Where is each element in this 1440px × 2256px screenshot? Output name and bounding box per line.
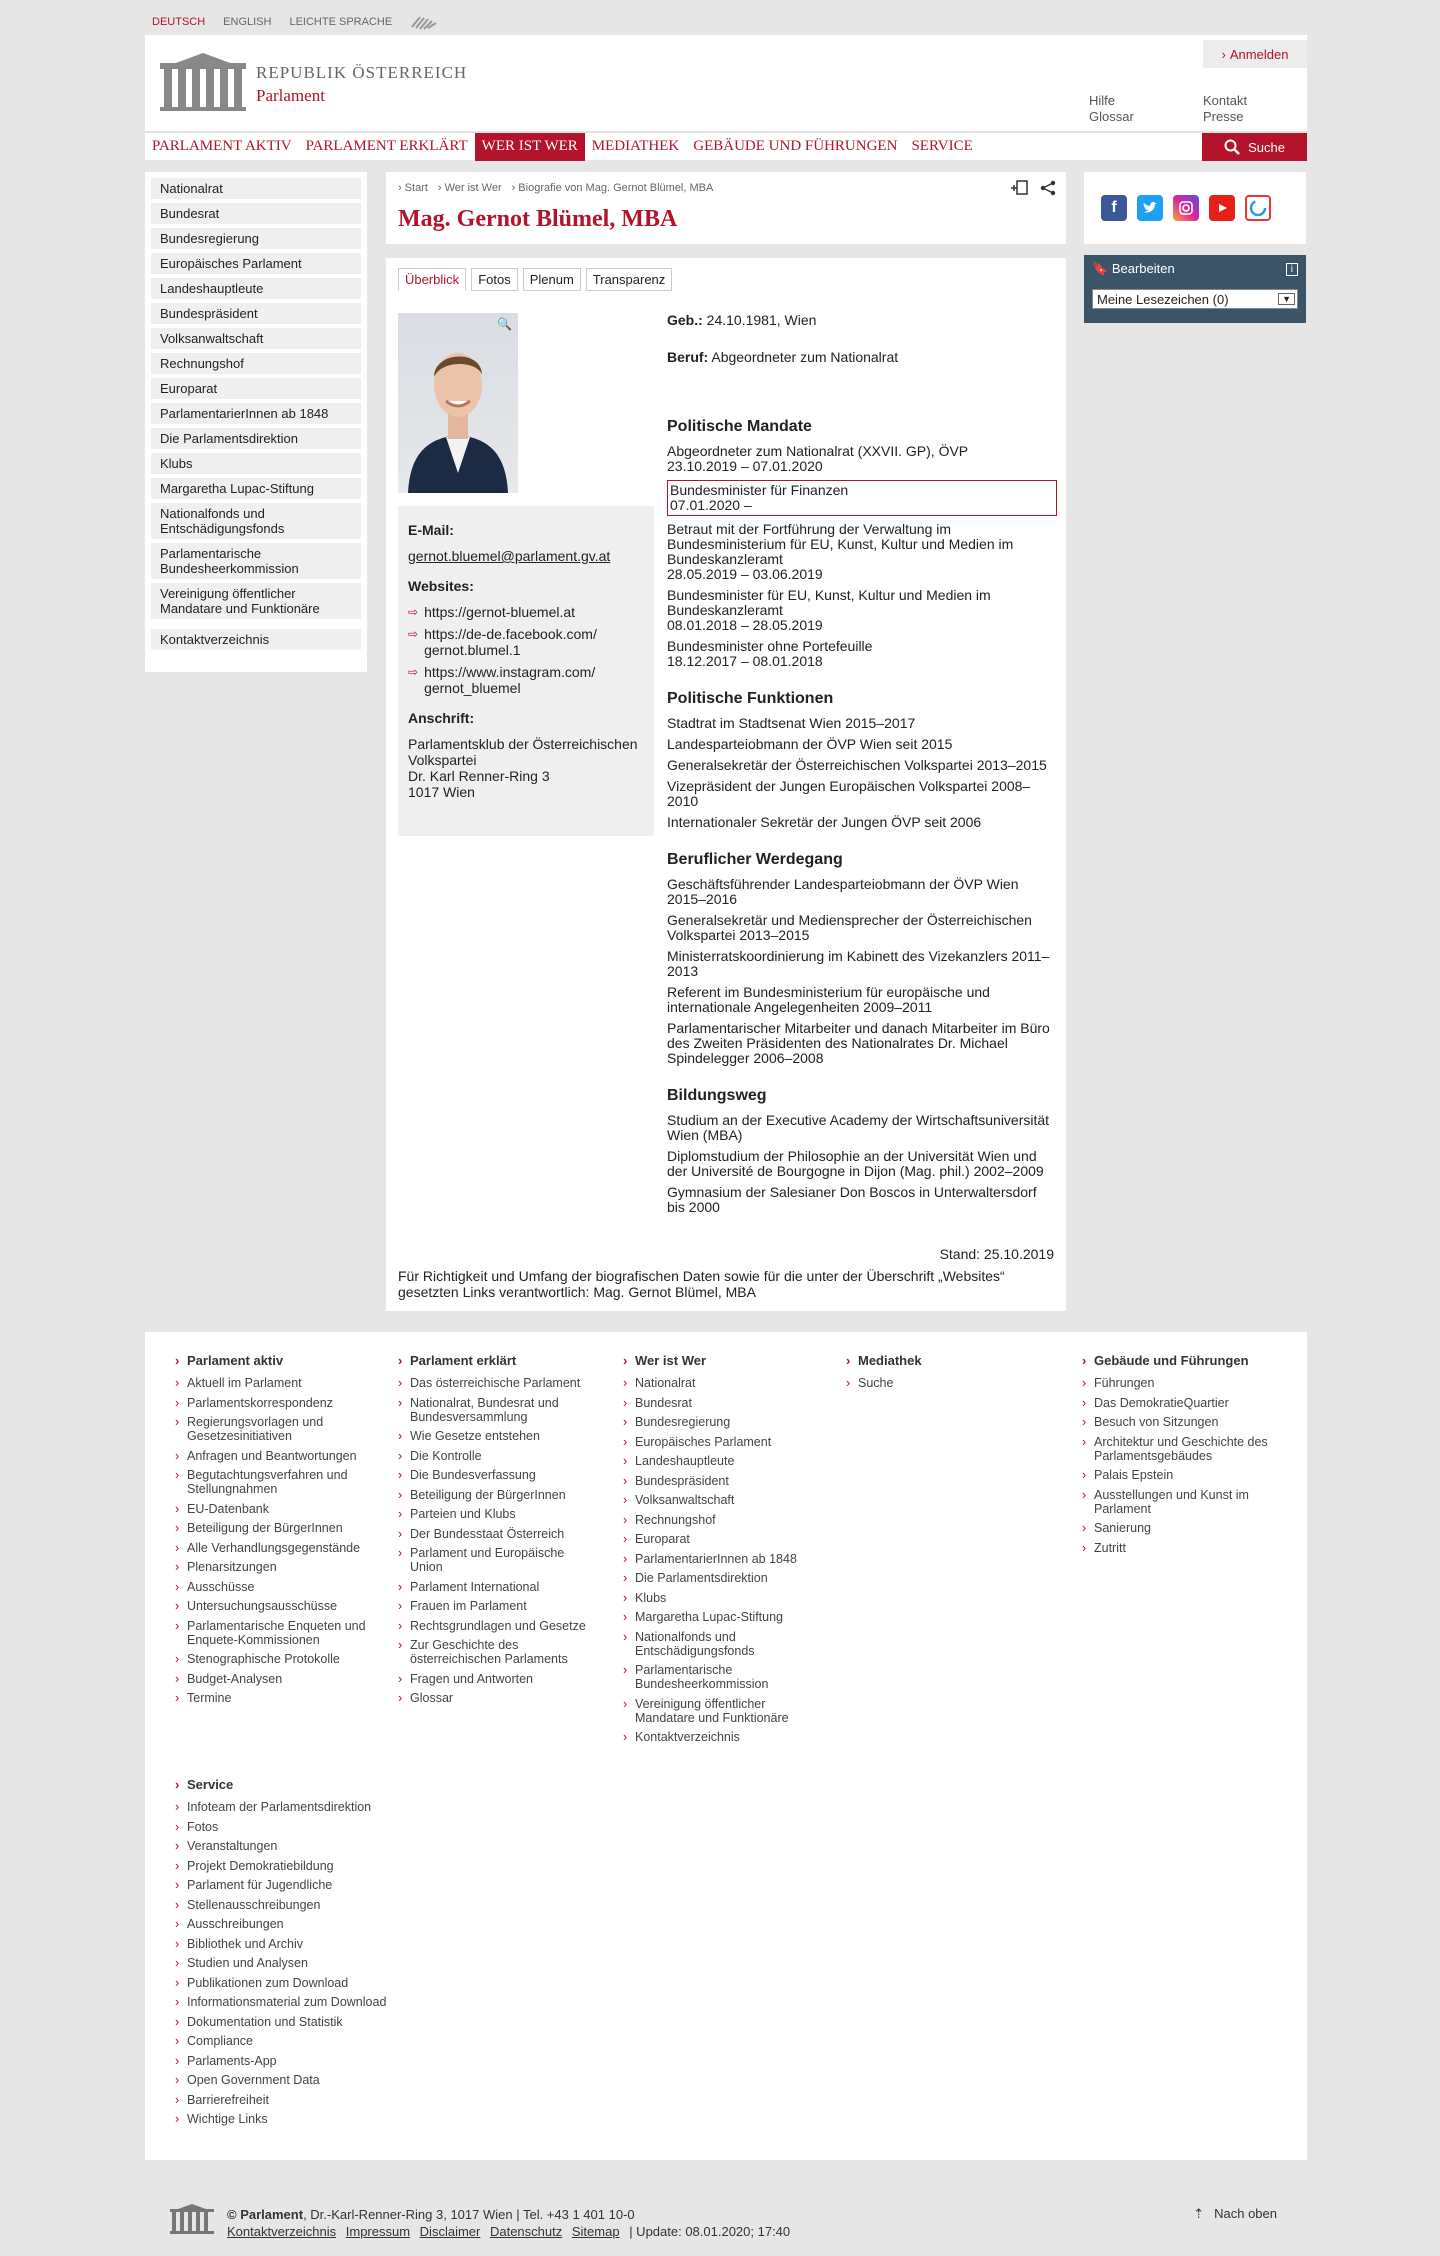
werdegang-title: Beruflicher Werdegang — [667, 851, 843, 868]
lang-leichte-sprache[interactable]: LEICHTE SPRACHE — [289, 16, 393, 28]
language-bar — [152, 13, 438, 31]
footer-link[interactable]: › Sanierung — [1094, 1521, 1274, 1535]
footer-link[interactable]: › Projekt Demokratiebildung — [187, 1859, 427, 1873]
help-link[interactable]: Hilfe — [1089, 93, 1116, 108]
chevron-down-icon: ▼ — [1278, 293, 1295, 305]
parlament-app-icon[interactable] — [1245, 195, 1271, 221]
parlament-logo[interactable] — [160, 53, 467, 111]
lang-english[interactable]: ENGLISH — [223, 16, 272, 28]
sidebar — [145, 172, 367, 672]
parliament-building-icon — [160, 53, 246, 111]
glossary-link[interactable]: Glossar — [1089, 109, 1134, 124]
footer-link[interactable]: › Glossar — [410, 1691, 590, 1705]
bildung-item: Gymnasium der Salesianer Don Boscos in Unterwaltersdorf bis 2000 — [667, 1184, 1037, 1215]
footer-col-title[interactable]: › Parlament erklärt — [410, 1354, 590, 1368]
funktion-item: Internationaler Sekretär der Jungen ÖVP seit 2006 — [667, 814, 982, 830]
parliament-building-icon — [170, 2204, 214, 2234]
footer-link-datenschutz[interactable]: Datenschutz — [489, 2224, 563, 2239]
login-button[interactable]: › Anmelden — [1203, 40, 1307, 68]
footer-link[interactable]: › Infoteam der Parlamentsdirektion — [187, 1800, 427, 1814]
footer-sitemap — [145, 1332, 1307, 2160]
nav-gebaeude[interactable]: GEBÄUDE UND FÜHRUNGEN — [693, 138, 898, 154]
footer-link[interactable]: › Plenarsitzungen — [187, 1560, 377, 1574]
social-links — [1084, 172, 1306, 244]
header-links-left — [1089, 93, 1134, 125]
footer-link-kontaktverzeichnis[interactable]: Kontaktverzeichnis — [227, 2224, 337, 2239]
footer-link[interactable]: › Rechnungshof — [635, 1513, 815, 1527]
birth-info: Geb.: 24.10.1981, Wien — [667, 312, 817, 328]
sign-language-icon[interactable] — [410, 13, 438, 31]
sidebar-item-eu-parlament[interactable]: Europäisches Parlament — [151, 253, 361, 274]
external-link-icon: ⇨ — [408, 605, 419, 619]
footer-link[interactable]: › Ausschreibungen — [187, 1917, 427, 1931]
footer-link[interactable]: › Parlament International — [410, 1580, 590, 1594]
werdegang-item: Parlamentarischer Mitarbeiter und danach Mitarbeiter im Büro des Zweiten Präsidenten des Nationalrates Dr. Michael Spindelegger 2006–2008 — [667, 1020, 1050, 1066]
mandate-item: Bundesminister ohne Portefeuille 18.12.2017 – 08.01.2018 — [667, 638, 873, 669]
funktion-item: Generalsekretär der Österreichischen Volkspartei 2013–2015 — [667, 757, 1047, 773]
email-link[interactable]: gernot.bluemel@parlament.gv.at — [408, 548, 611, 564]
update-info: | Update: 08.01.2020; 17:40 — [629, 2224, 791, 2239]
footer-link[interactable]: › Begutachtungsverfahren und Stellungnahmen — [187, 1468, 377, 1496]
footer-link[interactable]: › Termine — [187, 1691, 377, 1705]
footer-link[interactable]: › ParlamentarierInnen ab 1848 — [635, 1552, 815, 1566]
footer-link[interactable]: › Barrierefreiheit — [187, 2093, 427, 2107]
sidebar-item-parlamentsdirektion[interactable]: Die Parlamentsdirektion — [151, 428, 361, 449]
footer-link[interactable]: › Der Bundesstaat Österreich — [410, 1527, 590, 1541]
sidebar-item-bundespraesident[interactable]: Bundespräsident — [151, 303, 361, 324]
footer-link-impressum[interactable]: Impressum — [345, 2224, 411, 2239]
footer-link[interactable]: › Parteien und Klubs — [410, 1507, 590, 1521]
footer-col-gebaeude — [1094, 1354, 1274, 1560]
nav-parlament-aktiv[interactable]: PARLAMENT AKTIV — [152, 138, 292, 154]
sidebar-item-vereinigung[interactable]: Vereinigung öffentlicher Mandatare und Funktionäre — [151, 583, 361, 619]
bildung-item: Diplomstudium der Philosophie an der Universität Wien und der Université de Bourgogne in Dijon (Mag. phil.) 2002–2009 — [667, 1148, 1044, 1179]
footer-link[interactable]: › Ausstellungen und Kunst im Parlament — [1094, 1488, 1274, 1516]
tab-fotos[interactable]: Fotos — [471, 268, 518, 291]
footer-link[interactable]: › Europäisches Parlament — [635, 1435, 815, 1449]
footer-link[interactable]: › Landeshauptleute — [635, 1454, 815, 1468]
address: Parlamentsklub der Österreichischen Volkspartei Dr. Karl Renner-Ring 3 1017 Wien — [408, 736, 638, 800]
page-footer — [145, 2182, 1307, 2242]
footer-link[interactable]: › Nationalrat, Bundesrat und Bundesversammlung — [410, 1396, 590, 1424]
footer-link[interactable]: › Parlaments-App — [187, 2054, 427, 2068]
footer-link[interactable]: › Die Kontrolle — [410, 1449, 590, 1463]
footer-link[interactable]: › Margaretha Lupac-Stiftung — [635, 1610, 815, 1624]
footer-link[interactable]: › Wie Gesetze entstehen — [410, 1429, 590, 1443]
lang-deutsch[interactable]: DEUTSCH — [152, 16, 206, 28]
site-header — [145, 35, 1307, 131]
footer-col-title[interactable]: › Mediathek — [858, 1354, 1028, 1368]
breadcrumb-item[interactable]: › Wer ist Wer — [438, 182, 502, 194]
footer-link[interactable]: › Bundesregierung — [635, 1415, 815, 1429]
footer-link[interactable]: › Untersuchungsausschüsse — [187, 1599, 377, 1613]
bookmarks-select[interactable]: Meine Lesezeichen (0) ▼ — [1092, 289, 1298, 309]
footer-link[interactable]: › Informationsmaterial zum Download — [187, 1995, 427, 2009]
footer-link[interactable]: › Frauen im Parlament — [410, 1599, 590, 1613]
footer-link[interactable]: › Bundespräsident — [635, 1474, 815, 1488]
responsibility-note: Für Richtigkeit und Umfang der biografischen Daten sowie für die unter der Überschrift „Websites“ gesetzten Links verantwortlich: Mag. Gernot Blümel, MBA — [398, 1268, 1005, 1300]
funktionen-title: Politische Funktionen — [667, 690, 834, 707]
twitter-icon[interactable] — [1137, 195, 1163, 221]
footer-link[interactable]: › Bibliothek und Archiv — [187, 1937, 427, 1951]
mandate-title: Politische Mandate — [667, 418, 812, 435]
bildung-title: Bildungsweg — [667, 1087, 767, 1104]
footer-legal: © Parlament, Dr.-Karl-Renner-Ring 3, 1017 Wien | Tel. +43 1 401 10-0 Kontaktverzeichnis Impressum Disclaimer Datenschutz Sitemap | Update: 08.01.2020; 17:40 — [227, 2207, 791, 2239]
footer-link[interactable]: › Klubs — [635, 1591, 815, 1605]
facebook-icon[interactable]: f — [1101, 195, 1127, 221]
footer-link[interactable]: › Zutritt — [1094, 1541, 1274, 1555]
footer-link[interactable]: › Dokumentation und Statistik — [187, 2015, 427, 2029]
footer-col-mediathek — [858, 1354, 1028, 1396]
tabs — [398, 268, 672, 291]
arrow-up-icon: ⇡ — [1193, 2206, 1205, 2221]
occupation-info: Beruf: Abgeordneter zum Nationalrat — [667, 349, 899, 365]
footer-link[interactable]: › Parlamentarische Bundesheerkommission — [635, 1663, 815, 1691]
nav-parlament-erklaert[interactable]: PARLAMENT ERKLÄRT — [305, 138, 468, 154]
footer-link[interactable]: › Fragen und Antworten — [410, 1672, 590, 1686]
footer-link[interactable]: › Parlamentskorrespondenz — [187, 1396, 377, 1410]
footer-link[interactable]: › Beteiligung der BürgerInnen — [187, 1521, 377, 1535]
nav-mediathek[interactable]: MEDIATHEK — [591, 138, 680, 154]
werdegang-item: Ministerratskoordinierung im Kabinett des Vizekanzlers 2011–2013 — [667, 948, 1050, 979]
sidebar-item-nationalfonds[interactable]: Nationalfonds und Entschädigungsfonds — [151, 503, 361, 539]
funktion-item: Landesparteiobmann der ÖVP Wien seit 2015 — [667, 736, 953, 752]
websites-label: Websites: — [408, 578, 474, 594]
footer-col-title[interactable]: › Service — [187, 1778, 427, 1792]
footer-link[interactable]: › Fotos — [187, 1820, 427, 1834]
footer-link[interactable]: › Anfragen und Beantwortungen — [187, 1449, 377, 1463]
edit-label: 🔖 Bearbeiten — [1092, 261, 1175, 276]
footer-col-title[interactable]: › Gebäude und Führungen — [1094, 1354, 1274, 1368]
footer-link[interactable]: › Suche — [858, 1376, 1028, 1390]
footer-col-service — [187, 1778, 427, 2132]
contact-link[interactable]: Kontakt — [1203, 93, 1248, 108]
logo-line1: REPUBLIK ÖSTERREICH — [256, 63, 468, 82]
werdegang-item: Referent im Bundesministerium für europäische und internationale Angelegenheiten 2009–2011 — [667, 984, 990, 1015]
main-nav — [145, 132, 1307, 160]
address-label: Anschrift: — [408, 710, 475, 726]
breadcrumb — [398, 182, 713, 194]
sidebar-item-kontaktverzeichnis[interactable]: Kontaktverzeichnis — [151, 629, 361, 650]
tab-plenum[interactable]: Plenum — [523, 268, 581, 291]
logo-line2: Parlament — [256, 86, 325, 105]
footer-col-parlament-aktiv — [187, 1354, 377, 1711]
bookmark-add-icon[interactable] — [1010, 180, 1028, 199]
contact-box — [398, 506, 654, 836]
footer-link[interactable]: › Aktuell im Parlament — [187, 1376, 377, 1390]
footer-link[interactable]: › Kontaktverzeichnis — [635, 1730, 815, 1744]
bildung-item: Studium an der Executive Academy der Wirtschaftsuniversität Wien (MBA) — [667, 1112, 1050, 1143]
funktion-item: Stadtrat im Stadtsenat Wien 2015–2017 — [667, 715, 916, 731]
werdegang-item: Geschäftsführender Landesparteiobmann der ÖVP Wien 2015–2016 — [667, 876, 1019, 907]
footer-col-parlament-erklaert — [410, 1354, 590, 1711]
sidebar-item-rechnungshof[interactable]: Rechnungshof — [151, 353, 361, 374]
footer-link[interactable]: › Alle Verhandlungsgegenstände — [187, 1541, 377, 1555]
biography-panel — [386, 258, 1066, 1311]
mandate-item-current: Bundesminister für Finanzen 07.01.2020 – — [667, 480, 1057, 516]
sidebar-item-lupac[interactable]: Margaretha Lupac-Stiftung — [151, 478, 361, 499]
footer-link[interactable]: › Besuch von Sitzungen — [1094, 1415, 1274, 1429]
portrait-photo[interactable] — [398, 313, 518, 493]
stand-date: Stand: 25.10.2019 — [939, 1246, 1054, 1262]
sidebar-item-europarat[interactable]: Europarat — [151, 378, 361, 399]
funktion-item: Vizepräsident der Jungen Europäischen Volkspartei 2008–2010 — [667, 778, 1031, 809]
footer-link[interactable]: › Führungen — [1094, 1376, 1274, 1390]
press-link[interactable]: Presse — [1203, 109, 1244, 124]
search-icon — [1224, 139, 1240, 155]
sidebar-item-volksanwaltschaft[interactable]: Volksanwaltschaft — [151, 328, 361, 349]
sidebar-item-bundesrat[interactable]: Bundesrat — [151, 203, 361, 224]
footer-link[interactable]: › Zur Geschichte des österreichischen Parlaments — [410, 1638, 590, 1666]
instagram-icon[interactable] — [1173, 195, 1199, 221]
footer-col-wer-ist-wer — [635, 1354, 815, 1750]
footer-link[interactable]: › Palais Epstein — [1094, 1468, 1274, 1482]
breadcrumb-item: › Biografie von Mag. Gernot Blümel, MBA — [512, 182, 714, 194]
chevron-right-icon: › — [1221, 46, 1226, 62]
footer-link[interactable]: › Veranstaltungen — [187, 1839, 427, 1853]
footer-link[interactable]: › Volksanwaltschaft — [635, 1493, 815, 1507]
footer-link[interactable]: › Parlament und Europäische Union — [410, 1546, 590, 1574]
tab-transparenz[interactable]: Transparenz — [586, 268, 673, 291]
search-button[interactable]: Suche — [1202, 133, 1307, 161]
footer-link-sitemap[interactable]: Sitemap — [571, 2224, 620, 2239]
biography-details — [667, 313, 1057, 1221]
website-link[interactable]: ⇨ https://de-de.facebook.com/ gernot.blumel.1 — [408, 626, 597, 658]
footer-link[interactable]: › Nationalrat — [635, 1376, 815, 1390]
nav-service[interactable]: SERVICE — [911, 138, 973, 154]
footer-col-title[interactable]: › Parlament aktiv — [187, 1354, 377, 1368]
zoom-icon[interactable]: 🔍 — [497, 317, 512, 331]
info-icon[interactable]: i — [1286, 263, 1298, 276]
sidebar-item-parlamentarier[interactable]: ParlamentarierInnen ab 1848 — [151, 403, 361, 424]
sidebar-item-klubs[interactable]: Klubs — [151, 453, 361, 474]
footer-link[interactable]: › Die Parlamentsdirektion — [635, 1571, 815, 1585]
sidebar-item-bundesheerkommission[interactable]: Parlamentarische Bundesheerkommission — [151, 543, 361, 579]
footer-link[interactable]: › Beteiligung der BürgerInnen — [410, 1488, 590, 1502]
external-link-icon: ⇨ — [408, 627, 419, 641]
footer-link[interactable]: › Open Government Data — [187, 2073, 427, 2087]
share-icon[interactable] — [1040, 180, 1056, 199]
werdegang-item: Generalsekretär und Mediensprecher der Österreichischen Volkspartei 2013–2015 — [667, 912, 1032, 943]
footer-link[interactable]: › Stenographische Protokolle — [187, 1652, 377, 1666]
email-label: E-Mail: — [408, 522, 454, 538]
header-links-right — [1203, 93, 1247, 125]
page-title: Mag. Gernot Blümel, MBA — [398, 206, 678, 232]
bookmarks-panel — [1084, 255, 1306, 323]
tab-ueberblick[interactable]: Überblick — [398, 268, 466, 291]
website-link[interactable]: ⇨ https://gernot-bluemel.at — [408, 604, 576, 620]
nav-wer-ist-wer[interactable]: WER IST WER — [475, 133, 585, 161]
footer-link[interactable]: › Studien und Analysen — [187, 1956, 427, 1970]
footer-link[interactable]: › Budget-Analysen — [187, 1672, 377, 1686]
website-link[interactable]: ⇨ https://www.instagram.com/ gernot_bluemel — [408, 664, 596, 696]
footer-link[interactable]: › Nationalfonds und Entschädigungsfonds — [635, 1630, 815, 1658]
footer-link[interactable]: › EU-Datenbank — [187, 1502, 377, 1516]
footer-link[interactable]: › Vereinigung öffentlicher Mandatare und Funktionäre — [635, 1697, 815, 1725]
footer-link[interactable]: › Stellenausschreibungen — [187, 1898, 427, 1912]
footer-link-disclaimer[interactable]: Disclaimer — [419, 2224, 481, 2239]
footer-link[interactable]: › Publikationen zum Download — [187, 1976, 427, 1990]
mandate-item: Bundesminister für EU, Kunst, Kultur und Medien im Bundeskanzleramt 08.01.2018 – 28.05.2019 — [667, 587, 991, 633]
footer-link[interactable]: › Das DemokratieQuartier — [1094, 1396, 1274, 1410]
youtube-icon[interactable] — [1209, 195, 1235, 221]
footer-link[interactable]: › Parlament für Jugendliche — [187, 1878, 427, 1892]
footer-link[interactable]: › Ausschüsse — [187, 1580, 377, 1594]
footer-link[interactable]: › Compliance — [187, 2034, 427, 2048]
sidebar-item-bundesregierung[interactable]: Bundesregierung — [151, 228, 361, 249]
footer-link[interactable]: › Bundesrat — [635, 1396, 815, 1410]
mandate-item: Abgeordneter zum Nationalrat (XXVII. GP), ÖVP 23.10.2019 – 07.01.2020 — [667, 443, 969, 474]
bookmark-icon: 🔖 — [1092, 261, 1109, 276]
back-to-top[interactable]: ⇡ Nach oben — [1193, 2206, 1277, 2221]
mandate-item: Betraut mit der Fortführung der Verwaltung im Bundesministerium für EU, Kunst, Kultur und Medien im Bundeskanzleramt 28.05.2019 – 03.06.2019 — [667, 521, 1014, 582]
sidebar-item-landeshauptleute[interactable]: Landeshauptleute — [151, 278, 361, 299]
footer-link[interactable]: › Wichtige Links — [187, 2112, 427, 2126]
footer-link[interactable]: › Das österreichische Parlament — [410, 1376, 590, 1390]
footer-col-title[interactable]: › Wer ist Wer — [635, 1354, 815, 1368]
breadcrumb-item[interactable]: › Start — [398, 182, 428, 194]
footer-link[interactable]: › Europarat — [635, 1532, 815, 1546]
footer-link[interactable]: › Regierungsvorlagen und Gesetzesinitiativen — [187, 1415, 377, 1443]
footer-link[interactable]: › Architektur und Geschichte des Parlamentsgebäudes — [1094, 1435, 1274, 1463]
footer-link[interactable]: › Parlamentarische Enqueten und Enquete-Kommissionen — [187, 1619, 377, 1647]
title-card — [386, 172, 1066, 244]
footer-link[interactable]: › Die Bundesverfassung — [410, 1468, 590, 1482]
external-link-icon: ⇨ — [408, 665, 419, 679]
sidebar-item-nationalrat[interactable]: Nationalrat — [151, 178, 361, 199]
footer-link[interactable]: › Rechtsgrundlagen und Gesetze — [410, 1619, 590, 1633]
page-tools — [1010, 180, 1056, 199]
